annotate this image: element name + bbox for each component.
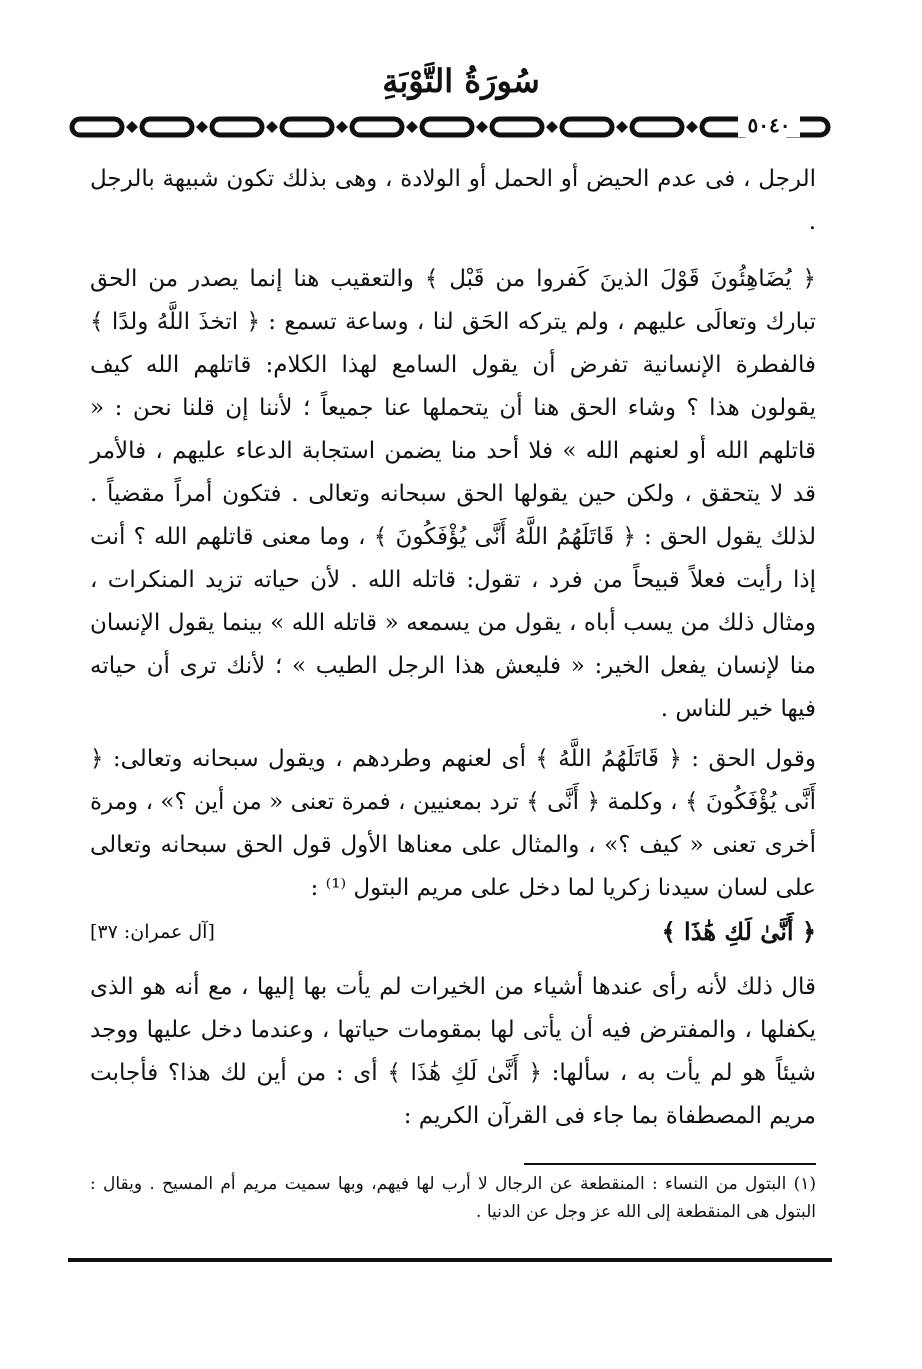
body-paragraph-1 bbox=[90, 158, 816, 244]
ornamental-border bbox=[68, 112, 832, 142]
footnote-separator bbox=[524, 1163, 816, 1165]
body-paragraph-2 bbox=[90, 258, 816, 731]
surah-title: سُورَةُ التَّوْبَةِ bbox=[382, 62, 540, 100]
paragraph-text: ﴿ يُضَاهِئُونَ قَوْلَ الذينَ كَفروا من قَبْل ﴾ والتعقيب هنا إنما يصدر من الحق تبارك وتعالَى عليهم ، ولم يتركه الحَق لنا ، وساعة تسمع : ﴿ اتخذَ اللَّهُ ولدًا ﴾ فالفطرة الإنسانية تفرض أن يقول السامع لهذا الكلام: قاتلهم الله كيف يقولون هذا ؟ وشاء الحق هنا أن يتحملها عنا جميعاً ؛ لأننا إن قلنا نحن : « قاتلهم الله أو لعنهم الله » فلا أحد منا يضمن استجابة الدعاء عليهم ، فالأمر قد لا يتحقق ، ولكن حين يقولها الحق سبحانه وتعالى . فتكون أمراً مقضياً . لذلك يقول الحق : ﴿ قَاتَلَهُمُ اللَّهُ أَنَّى يُؤْفَكُونَ ﴾ ، وما معنى قاتلهم الله ؟ أنت إذا رأيت فعلاً قبيحاً من فرد ، تقول: قاتله الله . لأن حياته تزيد المنكرات ، ومثال ذلك من يسب أباه ، يقول من يسمعه « قاتله الله » بينما يقول الإنسان منا لإنسان يفعل الخير: « فليعش هذا الرجل الطيب » ؛ لأنك ترى أن حياته فيها خير للناس . bbox=[90, 266, 816, 722]
verse-reference: [آل عمران: ٣٧] bbox=[90, 921, 215, 943]
paragraph-text: قال ذلك لأنه رأى عندها أشياء من الخيرات لم يأت بها إليها ، مع أنه هو الذى يكفلها ، والمفترض فيه أن يأتى لها بمقومات حياتها ، وعندما دخل عليها ووجد شيئاً هو لم يأت به ، سألها: ﴿ أَنَّىٰ لَكِ هَٰذَا ﴾ أى : من أين لك هذا؟ فأجابت مريم المصطفاة بما جاء فى القرآن الكريم : bbox=[90, 974, 816, 1129]
bottom-rule bbox=[68, 1258, 832, 1262]
paragraph-text: الرجل ، فى عدم الحيض أو الحمل أو الولادة ، وهى بذلك تكون شبيهة بالرجل . bbox=[90, 166, 816, 235]
page-number: ٥٠٤٠ bbox=[738, 113, 800, 137]
footnote: (١) البتول من النساء : المنقطعة عن الرجال لا أرب لها فيهم، وبها سميت مريم أم المسيح . ويقال : البتول هى المنقطعة إلى الله عز وجل عن الدنيا . bbox=[90, 1174, 816, 1222]
body-paragraph-4 bbox=[90, 966, 816, 1138]
paragraph-text: وقول الحق : ﴿ قَاتَلَهُمُ اللَّهُ ﴾ أى لعنهم وطردهم ، ويقول سبحانه وتعالى: ﴿ أَنَّى يُؤْفَكُونَ ﴾ ، وكلمة ﴿ أَنَّى ﴾ ترد بمعنيين ، فمرة تعنى « من أين ؟» ، ومرة أخرى تعنى « كيف ؟» ، والمثال على معناها الأول قول الحق سبحانه وتعالى على لسان سيدنا زكريا لما دخل على مريم البتول ⁽¹⁾ : bbox=[90, 746, 816, 901]
quran-verse-line bbox=[90, 917, 816, 957]
quran-verse: ﴿ أَنَّىٰ لَكِ هَٰذَا ﴾ bbox=[661, 917, 816, 946]
body-paragraph-3 bbox=[90, 738, 816, 910]
